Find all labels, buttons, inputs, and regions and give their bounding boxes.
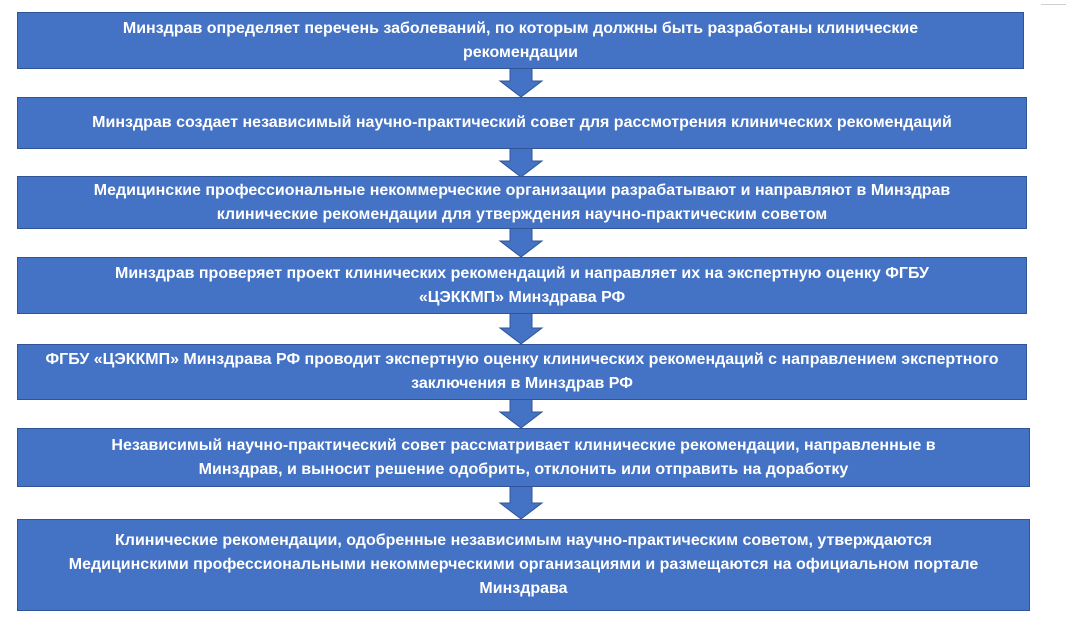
flow-step-6 bbox=[17, 428, 1030, 487]
flow-arrow-5-6 bbox=[498, 395, 544, 429]
flow-arrow-3-4 bbox=[498, 224, 544, 258]
top-edge-rule bbox=[1041, 4, 1066, 5]
flow-arrow-4-5 bbox=[498, 309, 544, 345]
flow-step-4-text: Минздрав проверяет проект клинических рекомендаций и направляет их на экспертную оценку ФГБУ «ЦЭККМП» Минздрава РФ bbox=[114, 264, 930, 306]
flow-step-2 bbox=[17, 97, 1027, 149]
flow-step-7 bbox=[17, 519, 1030, 611]
flow-arrow-1-2 bbox=[498, 64, 544, 98]
flow-arrow-6-7 bbox=[498, 482, 544, 520]
flow-step-6-text: Независимый научно-практический совет рассматривает клинические рекомендации, направленные в Минздрав, и выносит решение одобрить, отклонить или отправить на доработку bbox=[111, 436, 936, 478]
flow-step-3 bbox=[17, 176, 1027, 229]
flow-step-3-text: Медицинские профессиональные некоммерческие организации разрабатывают и направляют в Минздрав клинические рекомендации для утверждения научно-практическим советом bbox=[93, 181, 951, 223]
flow-step-1 bbox=[17, 12, 1024, 69]
flow-step-4 bbox=[17, 257, 1027, 314]
flow-step-5 bbox=[17, 344, 1027, 400]
flow-step-5-text: ФГБУ «ЦЭККМП» Минздрава РФ проводит экспертную оценку клинических рекомендаций с направлением экспертного заключения в Минздрав РФ bbox=[45, 351, 999, 392]
flow-step-7-text: Клинические рекомендации, одобренные независимым научно-практическим советом, утверждаются Медицинскими профессиональными некоммерческими организациями и размещаются на официальном портале Минздрава bbox=[68, 532, 979, 597]
flow-arrow-2-3 bbox=[498, 144, 544, 178]
flow-step-2-text: Минздрав создает независимый научно-практический совет для рассмотрения клинических рекомендаций bbox=[92, 114, 952, 131]
flow-step-1-text: Минздрав определяет перечень заболеваний, по которым должны быть разработаны клинические рекомендации bbox=[122, 19, 919, 61]
